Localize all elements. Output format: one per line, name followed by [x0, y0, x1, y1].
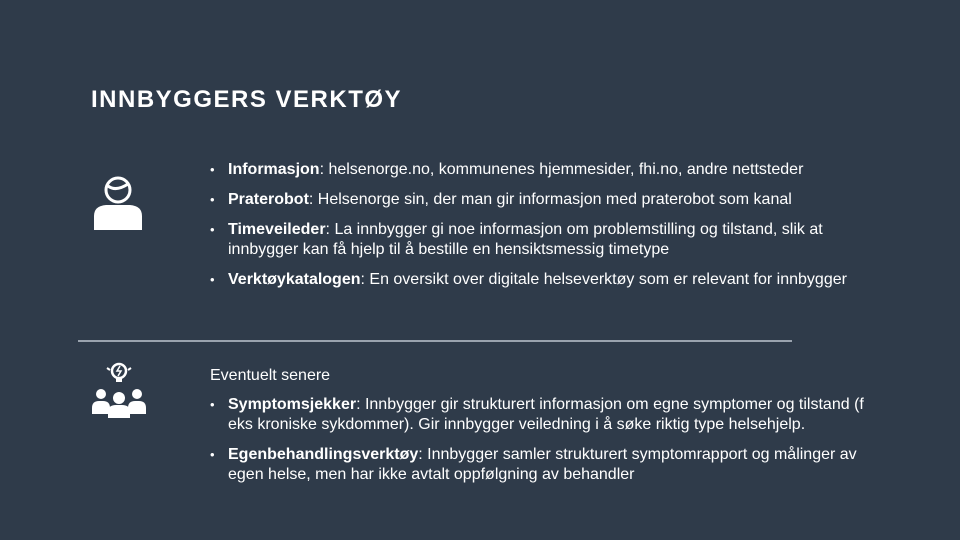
user-icon	[92, 176, 144, 230]
list-item: • Praterobot: Helsenorge sin, der man gir informasjon med praterobot som kanal	[210, 190, 870, 210]
list-item: • Informasjon: helsenorge.no, kommunenes hjemmesider, fhi.no, andre nettsteder	[210, 160, 870, 180]
list-item: • Egenbehandlingsverktøy: Innbygger samler strukturert symptomrapport og målinger av egen helse, men har ikke avtalt oppfølgning av behandler	[210, 445, 870, 485]
later-tools-list	[210, 395, 870, 495]
slide-title: INNBYGGERS VERKTØY	[91, 86, 403, 113]
list-item: • Timeveileder: La innbygger gi noe informasjon om problemstilling og tilstand, slik at innbygger kan få hjelp til å bestille en hensiktsmessig timetype	[210, 220, 870, 260]
list-item: • Symptomsjekker: Innbygger gir strukturert informasjon om egne symptomer og tilstand (f eks kroniske sykdommer). Gir innbygger veiledning i å søke riktig type helsehjelp.	[210, 395, 870, 435]
section-divider	[78, 340, 792, 342]
tools-list	[210, 160, 870, 300]
team-idea-icon	[90, 362, 148, 418]
list-item: • Verktøykatalogen: En oversikt over digitale helseverktøy som er relevant for innbygger	[210, 270, 870, 290]
section-label-later: Eventuelt senere	[210, 367, 331, 384]
